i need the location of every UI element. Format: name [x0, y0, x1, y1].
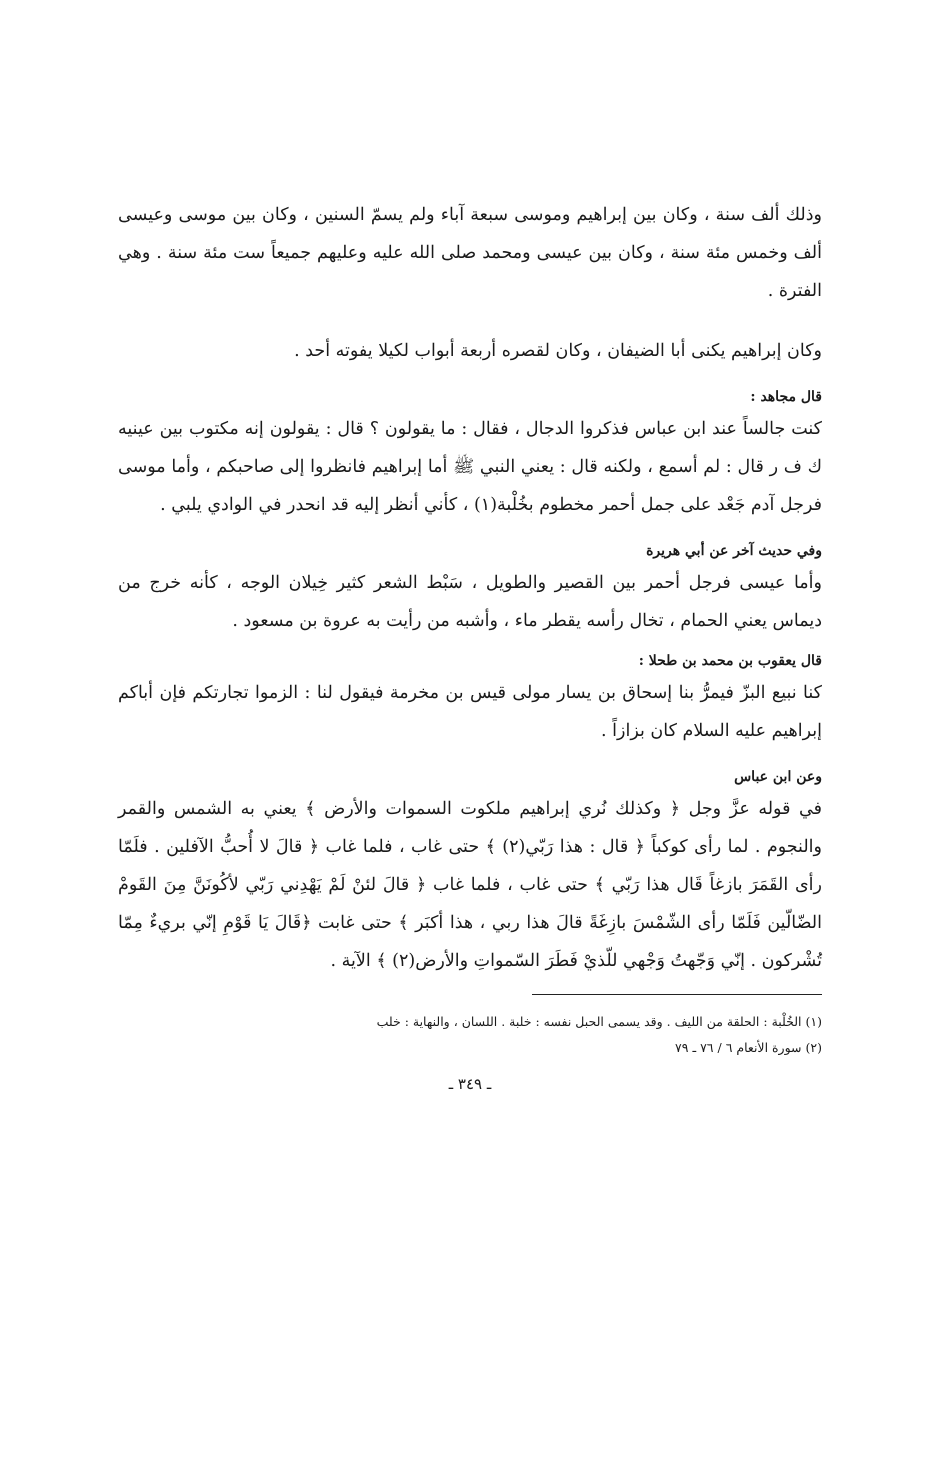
paragraph-5: كنا نبيع البزّ فيمرُّ بنا إسحاق بن يسار مولى قيس بن مخرمة فيقول لنا : الزموا تجارتكم فإن أباكم إبراهيم عليه السلام كان بزازاً . — [118, 683, 822, 741]
paragraph-3: كنت جالساً عند ابن عباس فذكروا الدجال ، فقال : ما يقولون ؟ قال : يقولون إنه مكتوب بين عينيه ك ف ر قال : لم أسمع ، ولكنه قال : يعني النبي ﷺ أما إبراهيم فانظروا إلى صاحبكم ، وأما موسى فرجل آدم جَعْد على جمل أحمر مخطوم بخُلْبة(١) ، كأني أنظر إليه قد انحدر في الوادي يلبي . — [118, 419, 822, 515]
paragraph-2: وكان إبراهيم يكنى أبا الضيفان ، وكان لقصره أربعة أبواب لكيلا يفوته أحد . — [294, 341, 822, 361]
heading-yaqub: قال يعقوب بن محمد بن طحلا : — [638, 653, 822, 669]
paragraph-1: وذلك ألف سنة ، وكان بين إبراهيم وموسى سبعة آباء ولم يسمّ السنين ، وكان بين موسى وعيسى ألف وخمس مئة سنة ، وكان بين عيسى ومحمد صلى الله عليه وعليهم جميعاً ست مئة سنة . وهي الفترة . — [118, 205, 822, 301]
heading-ibn-abbas: وعن ابن عباس — [734, 769, 822, 785]
paragraph-4: وأما عيسى فرجل أحمر بين القصير والطويل ، سَبْط الشعر كثير خِيلان الوجه ، كأنه خرج من ديماس يعني الحمام ، تخال رأسه يقطر ماء ، وأشبه من رأيت به عروة بن مسعود . — [118, 573, 822, 631]
footnote-divider — [532, 994, 822, 995]
heading-abu-hurayra: وفي حديث آخر عن أبي هريرة — [646, 543, 822, 559]
page-body — [118, 196, 822, 1093]
heading-mujahid: قال مجاهد : — [750, 389, 822, 405]
footnote-1: (١) الخُلْبة : الحلقة من الليف . وقد يسمى الحبل نفسه : خلبة . اللسان ، والنهاية : خلب — [376, 1014, 822, 1029]
paragraph-6: في قوله عزَّ وجل ﴿ وكذلك نُري إبراهيم ملكوت السموات والأرض ﴾ يعني به الشمس والقمر والنجوم . لما رأى كوكباً ﴿ قال : هذا رَبّي(٢) ﴾ حتى غاب ، فلما غاب ﴿ قالَ لا أُحبُّ الآفلين . فلَمّا رأى القَمَرَ بازغاً قَال هذا رَبّي ﴾ حتى غاب ، فلما غاب ﴿ قالَ لئنْ لَمْ يَهْدِني رَبّي لأكُونَنَّ مِنَ القَومْ الضّالّين فَلَمّا رأى الشّمْسَ بازِغَةً قالَ هذا ربي ، هذا أكبَر ﴾ حتى غابت ﴿قَالَ يَا قَوْمِ إنّي بريءٌ مِمّا تُشْركون . إنّي وَجّهتُ وَجْهي للّذيْ فَطَرَ السّمواتِ والأرض(٢) ﴾ الآية . — [118, 799, 822, 971]
footnote-2: (٢) سورة الأنعام ٦ / ٧٦ ـ ٧٩ — [675, 1040, 822, 1055]
page-number: ـ ٣٤٩ ـ — [448, 1075, 492, 1093]
